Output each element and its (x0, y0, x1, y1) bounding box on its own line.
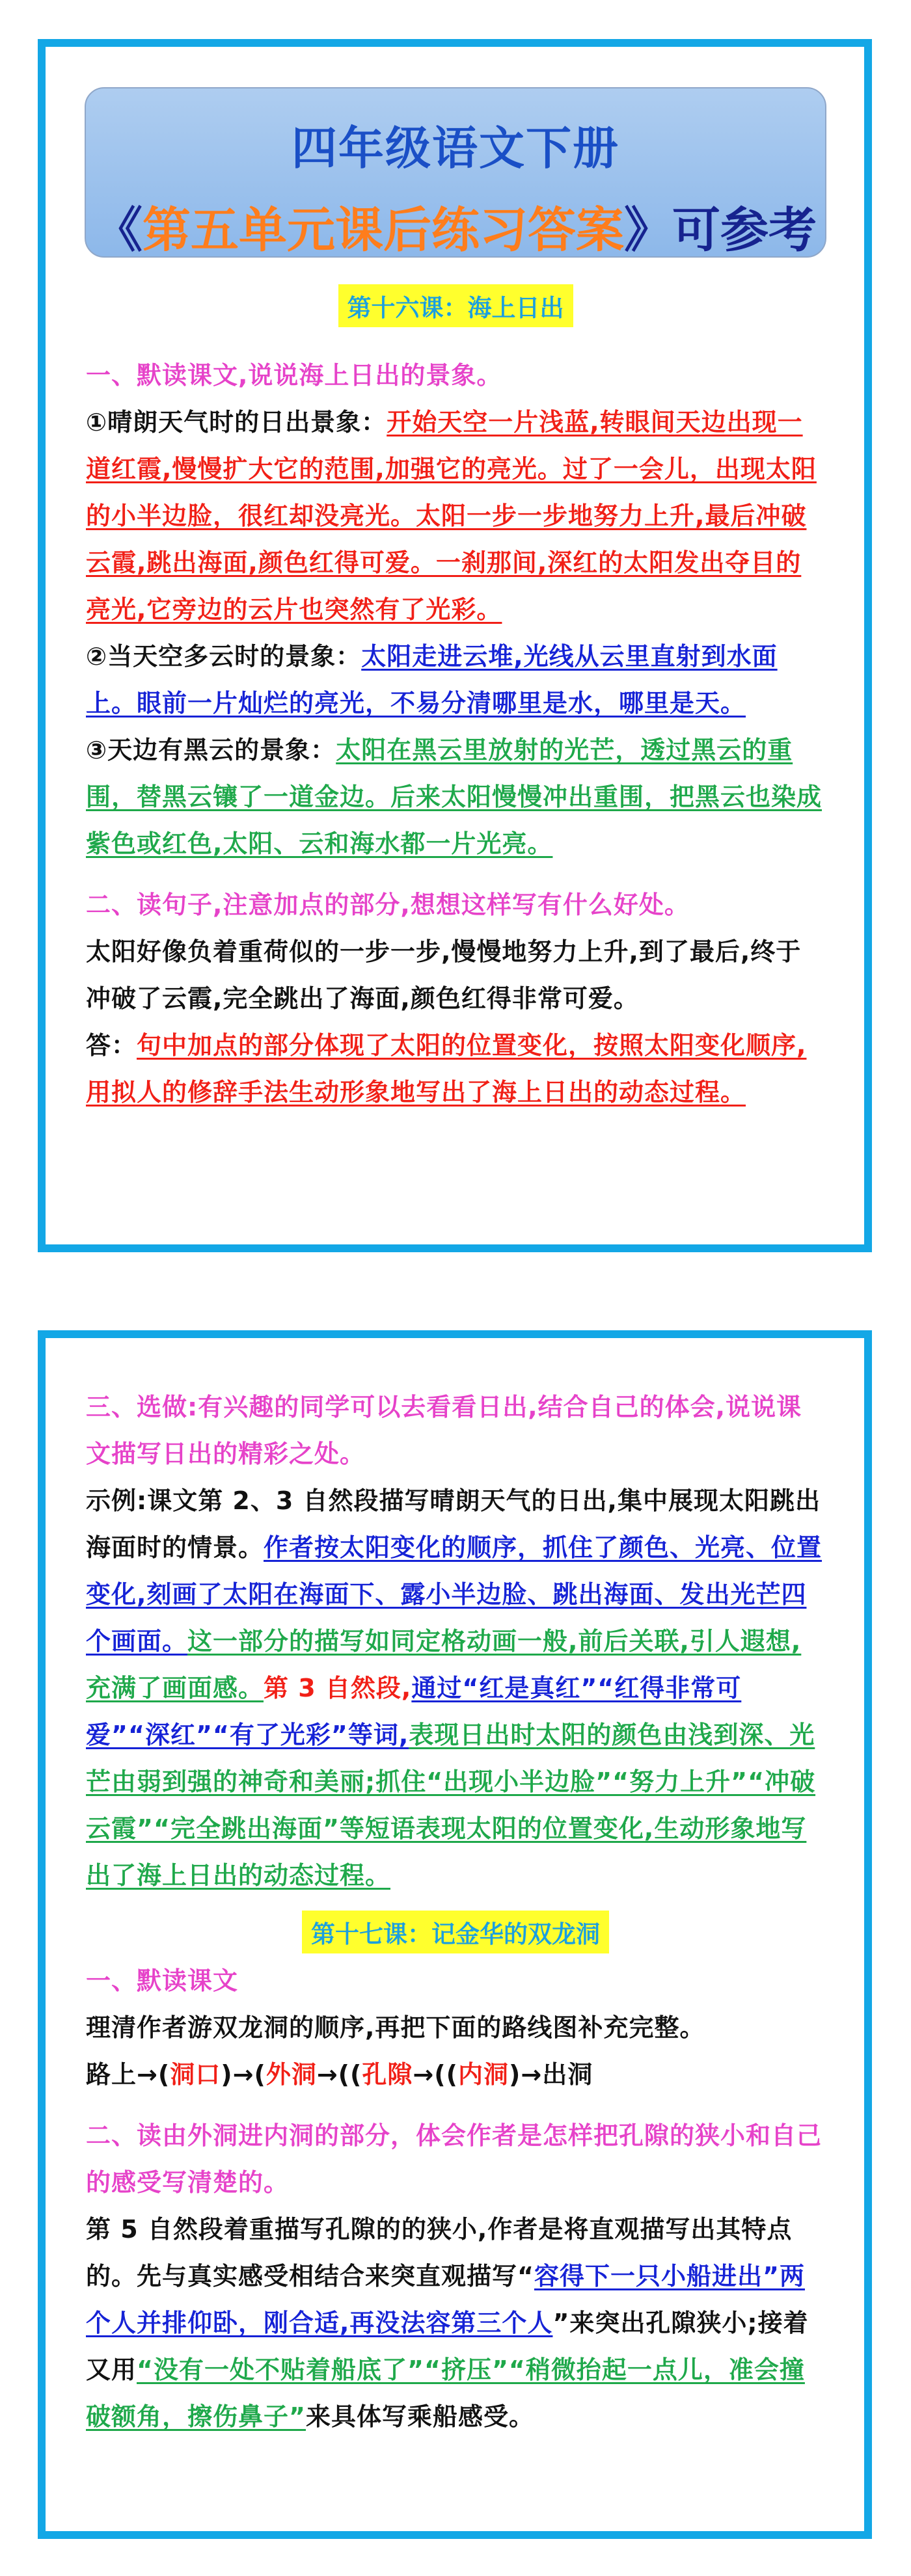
answer-2-text: 太阳走进云堆,光线从云里直射到水面上。眼前一片灿烂的亮光，不易分清哪里是水，哪里是天。 (86, 642, 778, 718)
route-diagram (86, 2051, 825, 2098)
banner-close: 》可参考 (624, 202, 817, 258)
answer-card-1 (38, 39, 872, 1252)
q3-green-text-1: 这一部分的描写如同定格动画一般,前后关联,引人遐想,充满了画面感。 (86, 1627, 802, 1702)
lesson17-title: 第十七课：记金华的双龙洞 (302, 1911, 609, 1953)
answer-blue-text: 容得下一只小船进出”两个人并排仰卧，刚合适,再没法容第三个人 (86, 2262, 805, 2337)
banner-subtitle (86, 192, 825, 261)
lesson17-question-1-heading: 一、默读课文 (86, 1966, 239, 1995)
route-stop-1: 洞口 (170, 2060, 221, 2089)
banner-open: 《 (94, 202, 143, 258)
question-1-heading: 一、默读课文,说说海上日出的景象。 (86, 361, 502, 390)
lesson16-title-wrap (86, 284, 825, 327)
question-2-answer (86, 1022, 825, 1116)
q3-blue-text: 作者按太阳变化的顺序，抓住了颜色、光亮、位置变化,刻画了太阳在海面下、露小半边脸、跳出海面、发出光芒四个画面。 (86, 1533, 823, 1656)
q3-green-text-2: 表现日出时太阳的颜色由浅到深、光芒由弱到强的神奇和美丽;抓住“出现小半边脸”“努力上升”“冲破云霞”“完全跳出海面”等短语表现太阳的位置变化,生动形象地写出了海上日出的动态过程。 (86, 1721, 816, 1890)
answer-card-2 (38, 1330, 872, 2539)
route-seg: 路上→( (86, 2060, 170, 2089)
q3-blue-text-2: 通过“红是真红”“红得非常可爱”“深红”“有了光彩”等词, (86, 1674, 742, 1749)
route-seg: →(( (413, 2060, 458, 2089)
question-3-heading: 三、选做:有兴趣的同学可以去看看日出,结合自己的体会,说说课文描写日出的精彩之处。 (86, 1393, 802, 1468)
answer-3-paragraph (86, 727, 825, 867)
answer-text: 第 5 自然段着重描写孔隙的的狭小,作者是将直观描写出其特点的。先与真实感受相结合来突直观描写“ (86, 2215, 793, 2290)
route-seg: )→( (221, 2060, 266, 2089)
question-2-answer-text: 句中加点的部分体现了太阳的位置变化，按照太阳变化顺序,用拟人的修辞手法生动形象地写出了海上日出的动态过程。 (86, 1031, 807, 1107)
route-stop-2: 外洞 (265, 2060, 317, 2089)
route-stop-3: 孔隙 (362, 2060, 413, 2089)
q3-intro: 示例:课文第 2、3 自然段描写晴朗天气的日出,集中展现太阳跳出海面时的情景。 (86, 1486, 821, 1562)
question-2-sentence: 太阳好像负着重荷似的一步一步,慢慢地努力上升,到了最后,终于冲破了云霞,完全跳出了海面,颜色红得非常可爱。 (86, 937, 802, 1013)
answer-2-label: ②当天空多云时的景象： (86, 642, 362, 671)
answer-1-text: 开始天空一片浅蓝,转眼间天边出现一道红霞,慢慢扩大它的范围,加强它的亮光。过了一会儿，出现太阳的小半边脸，很红却没亮光。太阳一步一步地努力上升,最后冲破云霞,跳出海面,颜色红得可爱。一刹那间,深红的太阳发出夺目的亮光,它旁边的云片也突然有了光彩。 (86, 408, 817, 624)
route-seg: →(( (316, 2060, 362, 2089)
banner-highlight: 第五单元课后练习答案 (143, 202, 624, 258)
lesson17-question-1-text: 理清作者游双龙洞的顺序,再把下面的路线图补充完整。 (86, 2013, 705, 2042)
lesson17-question-2-answer (86, 2206, 825, 2440)
question-3-answer (86, 1477, 825, 1899)
lesson16-section (86, 284, 825, 1116)
question-2-heading: 二、读句子,注意加点的部分,想想这样写有什么好处。 (86, 891, 690, 919)
answer-text: ”来突出孔隙狭小;接着又用 (86, 2309, 809, 2384)
answer-2-paragraph (86, 633, 825, 727)
title-banner (85, 87, 826, 258)
answer-3-label: ③天边有黑云的景象： (86, 736, 336, 764)
answer-1-label: ①晴朗天气时的日出景象： (86, 408, 387, 436)
answer-3-text: 太阳在黑云里放射的光芒，透过黑云的重围，替黑云镶了一道金边。后来太阳慢慢冲出重围，把黑云也染成紫色或红色,太阳、云和海水都一片光亮。 (86, 736, 823, 858)
card2-content (86, 1384, 825, 2440)
lesson16-title: 第十六课：海上日出 (338, 284, 573, 327)
answer-green-text: “没有一处不贴着船底了”“挤压”“稍微抬起一点儿，准会撞破额角，擦伤鼻子” (86, 2355, 805, 2431)
q3-red-text: 第 3 自然段, (264, 1674, 412, 1702)
route-stop-4: 内洞 (458, 2060, 510, 2089)
answer-label: 答： (86, 1031, 137, 1060)
lesson17-question-2-heading: 二、读由外洞进内洞的部分，体会作者是怎样把孔隙的狭小和自己的感受写清楚的。 (86, 2121, 823, 2197)
answer-text: 来具体写乘船感受。 (305, 2402, 534, 2431)
route-seg: )→出洞 (509, 2060, 593, 2089)
lesson17-title-wrap (86, 1911, 825, 1953)
banner-title: 四年级语文下册 (292, 122, 619, 175)
answer-1-paragraph (86, 399, 825, 633)
